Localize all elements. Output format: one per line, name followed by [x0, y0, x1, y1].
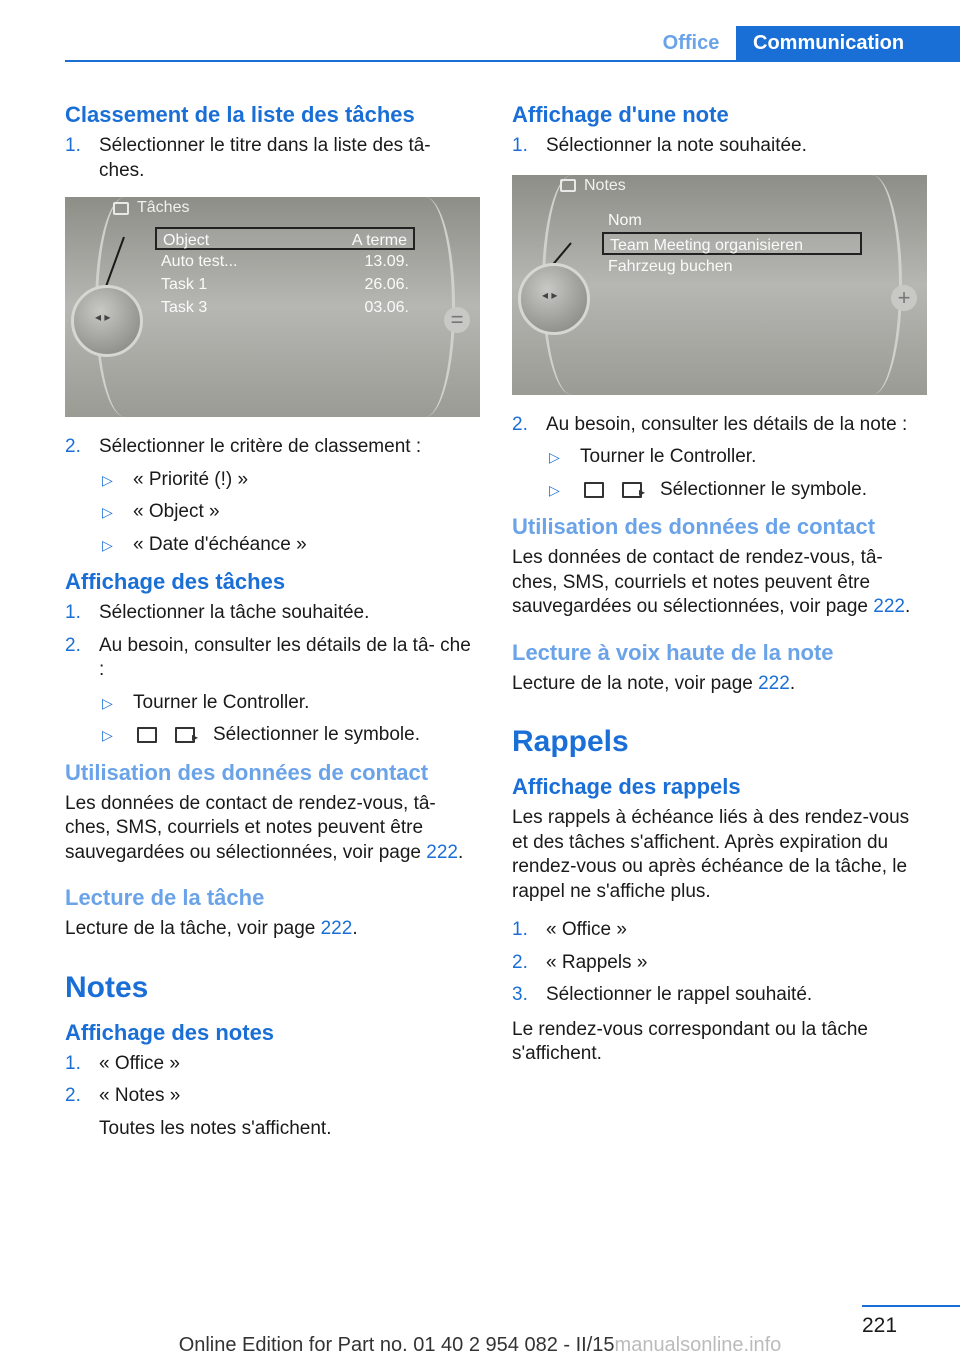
- steps-show-note: [512, 134, 927, 159]
- bullet: ▷ « Priorité (!) »: [99, 468, 480, 493]
- task-icon: [113, 202, 129, 215]
- screen-row: Auto test... 13.09.: [161, 253, 409, 270]
- steps-sort-tasks: [65, 134, 480, 183]
- triangle-bullet-icon: ▷: [102, 471, 113, 488]
- steps-note-details: [512, 413, 927, 503]
- section-title-read-task: Lecture de la tâche: [65, 885, 265, 910]
- section-title-show-tasks: Affichage des tâches: [65, 569, 286, 594]
- page-number-rule: [862, 1305, 960, 1307]
- triangle-bullet-icon: ▷: [102, 504, 113, 520]
- chapter-title-reminders: Rappels: [512, 725, 629, 758]
- chapter-title-notes: Notes: [65, 970, 149, 1004]
- screen-row: Fahrzeug buchen: [608, 257, 733, 275]
- step: 2. Au besoin, consulter les détails de la tâ- che : ▷ Tourner le Controller. ▷ ▸ Sélectionner le symbole.: [65, 634, 480, 748]
- bullet: ▷ Tourner le Controller.: [546, 445, 927, 470]
- screen-title: Notes: [560, 177, 626, 195]
- note-icon: [560, 179, 576, 192]
- step: 1. « Office »: [65, 1052, 180, 1074]
- step: 2. Sélectionner le critère de classement : ▷ « Priorité (!) » ▷ « Object » ▷ « Date d'échéance »: [65, 435, 480, 557]
- section-title-read-note: Lecture à voix haute de la note: [512, 639, 834, 665]
- symbol-previous-icon: [580, 480, 606, 498]
- triangle-bullet-icon: ▷: [102, 727, 113, 743]
- step: 1. Sélectionner la note souhaitée.: [512, 135, 807, 156]
- section-title-sort-tasks: Classement de la liste des tâches: [65, 102, 415, 127]
- screen-title: Tâches: [113, 199, 189, 217]
- steps-show-tasks: [65, 601, 480, 748]
- paragraph-reminders-result: Le rendez-vous correspondant ou la tâche s'affichent.: [512, 1018, 868, 1064]
- section-title-contact-data: Utilisation des données de contact: [512, 514, 876, 539]
- section-title-show-note: Affichage d'une note: [512, 102, 729, 127]
- bullet: ▷ ▸ Sélectionner le symbole.: [546, 478, 927, 503]
- step: 2. Au besoin, consulter les détails de la note : ▷ Tourner le Controller. ▷ ▸ Sélectionner le symbole.: [512, 413, 927, 503]
- screen-row-selected: Object A terme: [155, 227, 415, 250]
- paragraph-contact-data: Les données de contact de rendez-vous, tâ- ches, SMS, courriels et notes peuvent être sauvegardées ou sélectionnées, voir page 222.: [512, 547, 911, 617]
- page-link[interactable]: 222: [758, 672, 790, 694]
- knob-arrows-icon: ◂ ▸: [95, 310, 111, 324]
- header-rule: [65, 60, 960, 62]
- symbol-next-icon: [173, 725, 199, 743]
- step: 1. Sélectionner la tâche souhaitée.: [65, 602, 370, 623]
- screen-image-tasks: [65, 197, 480, 417]
- bullet: ▷ ▸ Sélectionner le symbole.: [99, 723, 480, 748]
- page-link[interactable]: 222: [320, 918, 353, 939]
- section-title-show-reminders: Affichage des rappels: [512, 774, 741, 799]
- screen-image-notes: [512, 175, 927, 395]
- paragraph-read-task: Lecture de la tâche, voir page 222.: [65, 918, 358, 939]
- steps-sort-criteria: [65, 435, 480, 557]
- page-link[interactable]: 222: [426, 841, 458, 863]
- screen-row: Task 3 03.06.: [161, 299, 409, 316]
- bullet: ▷ « Object »: [99, 500, 480, 525]
- bullet: ▷ « Date d'échéance »: [99, 533, 480, 558]
- paragraph-read-note: Lecture de la note, voir page 222.: [512, 672, 796, 694]
- steps-show-notes: [65, 1052, 480, 1142]
- screen-row-selected: Team Meeting organisieren: [602, 232, 862, 255]
- step: 2. « Rappels »: [512, 951, 648, 973]
- page-link[interactable]: 222: [873, 596, 905, 617]
- step-result: Toutes les notes s'affichent.: [99, 1117, 332, 1139]
- option-button-icon: =: [444, 307, 470, 333]
- triangle-bullet-icon: ▷: [102, 536, 113, 553]
- left-column: [65, 100, 480, 1151]
- page-number: 221: [862, 1314, 898, 1337]
- knob-arrows-icon: ◂ ▸: [542, 287, 558, 302]
- paragraph-contact-data: Les données de contact de rendez-vous, tâ- ches, SMS, courriels et notes peuvent être sauvegardées ou sélectionnées, voir page 222.: [65, 792, 464, 863]
- section-title-show-notes: Affichage des notes: [65, 1019, 275, 1045]
- step: 1. Sélectionner le titre dans la liste des tâ- ches.: [65, 135, 431, 181]
- symbol-previous-icon: [133, 725, 159, 743]
- step: 3. Sélectionner le rappel souhaité.: [512, 984, 813, 1005]
- triangle-bullet-icon: ▷: [102, 694, 113, 711]
- bullet: ▷ Tourner le Controller.: [99, 691, 480, 716]
- symbol-next-icon: [620, 480, 646, 498]
- footer-edition: Online Edition for Part no. 01 40 2 954 082 - II/15manualsonline.info: [178, 1334, 782, 1356]
- triangle-bullet-icon: ▷: [549, 449, 560, 465]
- right-column: [512, 100, 927, 1073]
- screen-row: Task 1 26.06.: [161, 276, 409, 293]
- header-tab-communication[interactable]: Communication: [736, 26, 960, 62]
- steps-show-reminders: [512, 918, 927, 1008]
- triangle-bullet-icon: ▷: [549, 481, 560, 498]
- add-button-icon: +: [891, 285, 917, 311]
- header-tab-office[interactable]: Office: [662, 32, 720, 54]
- step: 1. « Office »: [512, 919, 627, 940]
- paragraph-reminders: Les rappels à échéance liés à des rendez-vous et des tâches s'affichent. Après expiration du rendez-vous ou après échéance de la tâche, le rappel ne s'affiche plus.: [512, 807, 910, 902]
- step: 2. « Notes » Toutes les notes s'affichent.: [65, 1084, 480, 1141]
- section-title-contact-data: Utilisation des données de contact: [65, 759, 429, 785]
- watermark: manualsonline.info: [614, 1334, 782, 1356]
- screen-row: Nom: [608, 211, 642, 229]
